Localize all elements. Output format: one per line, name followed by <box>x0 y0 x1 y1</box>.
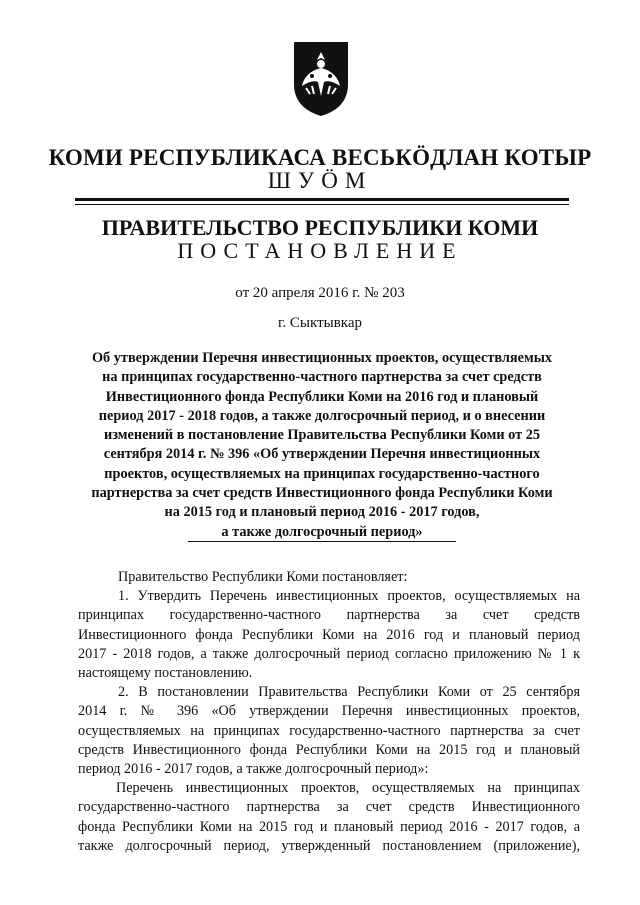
body-line: также долгосрочный период, утвержденный постановлением (приложение), <box>78 837 580 854</box>
title-line: а также долгосрочный период» <box>221 523 423 540</box>
title-underline <box>188 541 456 542</box>
body-line: государственно-частного партнерства за счет средств Инвестиционного <box>78 799 580 816</box>
body-line: фонда Республики Коми на 2015 год и плановый период 2016 - 2017 годов, а <box>78 818 580 835</box>
body-line: 1. Утвердить Перечень инвестиционных проектов, осуществляемых на <box>118 588 580 605</box>
title-line: изменений в постановление Правительства Республики Коми от 25 <box>103 427 540 444</box>
body-line: Правительство Республики Коми постановляет: <box>118 569 408 585</box>
body-line: Перечень инвестиционных проектов, осуществляемых на принципах <box>116 780 580 797</box>
document-title <box>80 349 564 542</box>
body-line: период 2016 - 2017 годов, а также долгосрочный период»: <box>78 761 429 778</box>
document-date-number: от 20 апреля 2016 г. № 203 <box>235 285 405 301</box>
document-body <box>78 568 580 856</box>
title-line: период 2017 - 2018 годов, а также долгосрочный период, и о внесении <box>98 407 546 424</box>
title-line: партнерства за счет средств Инвестиционного фонда Республики Коми <box>91 485 553 502</box>
body-line: 2. В постановлении Правительства Республики Коми от 25 сентября <box>118 684 580 701</box>
body-line: настоящему постановлению. <box>78 665 253 682</box>
body-line: принципах государственно-частного партнерства за счет средств <box>78 607 580 624</box>
body-line: 2014 г. № 396 «Об утверждении Перечня инвестиционных проектов, <box>78 703 580 720</box>
title-line: Об утверждении Перечня инвестиционных проектов, осуществляемых <box>91 350 553 366</box>
body-line: средств Инвестиционного фонда Республики Коми на 2015 год и плановый <box>78 741 580 758</box>
document-city: г. Сыктывкар <box>277 315 363 331</box>
title-line: проектов, осуществляемых на принципах государственно-частного <box>104 465 540 482</box>
title-line: на 2015 год и плановый период 2016 - 2017 годов, <box>164 504 480 521</box>
body-line: Инвестиционного фонда Республики Коми на 2016 год и плановый период <box>78 626 580 643</box>
title-line: Инвестиционного фонда Республики Коми на 2016 год и плановый <box>105 388 539 405</box>
header-divider-thin <box>75 204 569 205</box>
body-line: 2017 - 2018 годов, а также долгосрочный период согласно приложению № 1 к <box>78 645 580 662</box>
russian-authority-name: ПРАВИТЕЛЬСТВО РЕСПУБЛИКИ КОМИ <box>101 215 539 240</box>
coat-of-arms-emblem <box>292 40 350 118</box>
title-line: сентября 2014 г. № 396 «Об утверждении Перечня инвестиционных <box>103 446 541 463</box>
komi-document-type: ШУӦМ <box>267 168 373 193</box>
title-line: на принципах государственно-частного партнерства за счет средств <box>102 369 542 386</box>
header-divider-thick <box>75 198 569 201</box>
komi-authority-name: КОМИ РЕСПУБЛИКАСА ВЕСЬКӦДЛАН КОТЫР <box>48 145 592 170</box>
body-line: осуществляемых на принципах государственно-частного партнерства за счет <box>78 722 580 739</box>
russian-document-type: ПОСТАНОВЛЕНИЕ <box>177 238 463 263</box>
